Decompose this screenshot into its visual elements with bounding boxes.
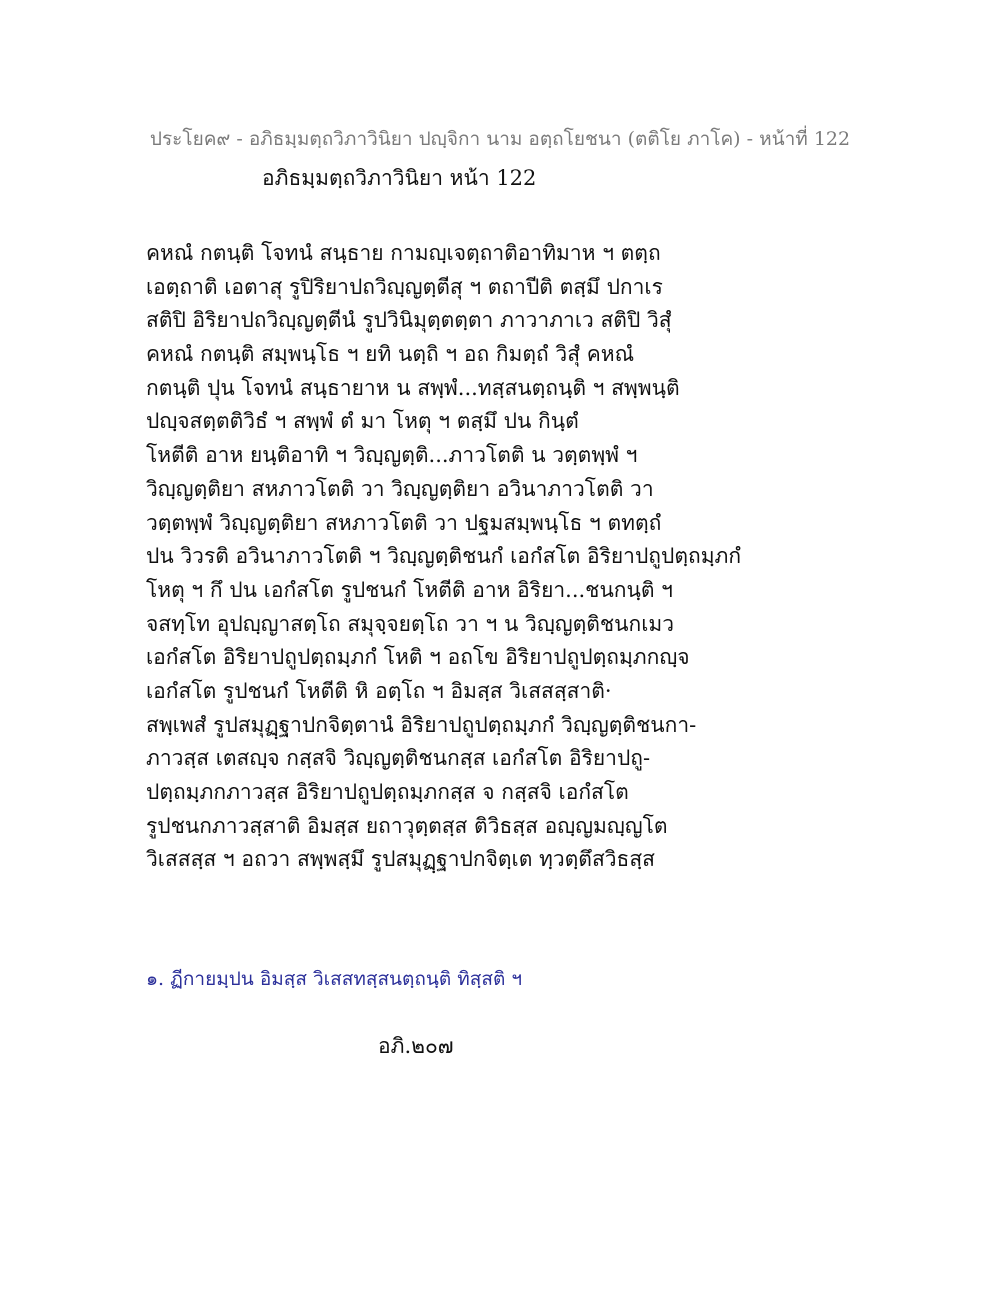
text-line: โหตุ ฯ กึ ปน เอกํสโต รูปชนกํ โหตีติ อาห อิริยา...ชนกนฺติ ฯ bbox=[146, 577, 673, 602]
text-line: ปน วิวรติ อวินาภาวโตติ ฯ วิญฺญตฺติชนกํ เอกํสโต อิริยาปถูปตฺถมฺภกํ bbox=[146, 544, 742, 569]
running-head: ประโยค๙ - อภิธมฺมตฺถวิภาวินิยา ปญฺจิกา นาม อตฺถโยชนา (ตติโย ภาโค) - หน้าที่ 122 bbox=[149, 128, 851, 150]
text-line: รูปชนกภาวสฺสาติ อิมสฺส ยถาวุตฺตสฺส ติวิธสฺส อญฺญมญฺญโต bbox=[146, 813, 668, 838]
footnote: ๑. ฏีกายมฺปน อิมสฺส วิเสสทสฺสนตฺถนฺติ ทิสฺสติ ฯ bbox=[146, 968, 523, 990]
text-line: เอตฺถาติ เอตาสุ รูปิริยาปถวิญฺญตฺตีสุ ฯ ตถาปีติ ตสฺมึ ปกาเร bbox=[146, 274, 663, 299]
text-line: วิญฺญตฺติยา สหภาวโตติ วา วิญฺญตฺติยา อวินาภาวโตติ วา bbox=[146, 476, 654, 501]
text-line: สพฺเพสํ รูปสมุฏฺฐาปกจิตฺตานํ อิริยาปถูปตฺถมฺภกํ วิญฺญตฺติชนกา- bbox=[146, 712, 697, 737]
text-line: วิเสสสฺส ฯ อถวา สพฺพสฺมึ รูปสมุฏฺฐาปกจิตฺเต ทฺวตฺตึสวิธสฺส bbox=[146, 847, 656, 872]
text-line: วตฺตพฺพํ วิญฺญตฺติยา สหภาวโตติ วา ปฐมสมฺพนฺโธ ฯ ตทตฺถํ bbox=[146, 510, 662, 535]
text-line: ปตฺถมฺภกภาวสฺส อิริยาปถูปตฺถมฺภกสฺส จ กสฺสจิ เอกํสโต bbox=[146, 780, 629, 804]
text-line: เอกํสโต อิริยาปถูปตฺถมฺภกํ โหติ ฯ อถโข อิริยาปถูปตฺถมฺภกญฺจ bbox=[146, 645, 690, 670]
text-line: ปญฺจสตฺตติวิธํ ฯ สพฺพํ ตํ มา โหตุ ฯ ตสฺมึ ปน กินฺตํ bbox=[146, 409, 579, 434]
text-line: โหตีติ อาห ยนฺติอาทิ ฯ วิญฺญตฺติ...ภาวโตติ น วตฺตพฺพํ ฯ bbox=[146, 443, 638, 468]
text-line: จสทฺโท อุปญฺญาสตฺโถ สมุจฺจยตฺโถ วา ฯ น วิญฺญตฺติชนกเมว bbox=[146, 611, 675, 636]
page-title: อภิธมฺมตฺถวิภาวินิยา หน้า 122 bbox=[262, 166, 537, 190]
text-line: กตนฺติ ปุน โจทนํ สนฺธายาห น สพฺพํ...ทสฺสนตฺถนฺติ ฯ สพฺพนฺติ bbox=[146, 375, 680, 400]
text-line: เอกํสโต รูปชนกํ โหตีติ หิ อตฺโถ ฯ อิมสฺส วิเสสสฺสาติ· bbox=[146, 678, 612, 703]
text-line: คหณํ กตนฺติ สมฺพนฺโธ ฯ ยทิ นตฺถิ ฯ อถ กิมตฺถํ วิสุํ คหณํ bbox=[146, 342, 635, 367]
text-line: สติปิ อิริยาปถวิญฺญตฺตีนํ รูปวินิมุตฺตตฺตา ภาวาภาเว สติปิ วิสุํ bbox=[146, 308, 672, 333]
text-line: คหณํ กตนฺติ โจทนํ สนฺธาย กามญฺเจตฺถาติอาทิมาห ฯ ตตฺถ bbox=[146, 241, 661, 265]
page-reference: อภิ.๒๐๗ bbox=[378, 1034, 454, 1058]
body-text bbox=[146, 237, 866, 877]
text-line: ภาวสฺส เตสญฺจ กสฺสจิ วิญฺญตฺติชนกสฺส เอกํสโต อิริยาปถู- bbox=[146, 746, 651, 771]
